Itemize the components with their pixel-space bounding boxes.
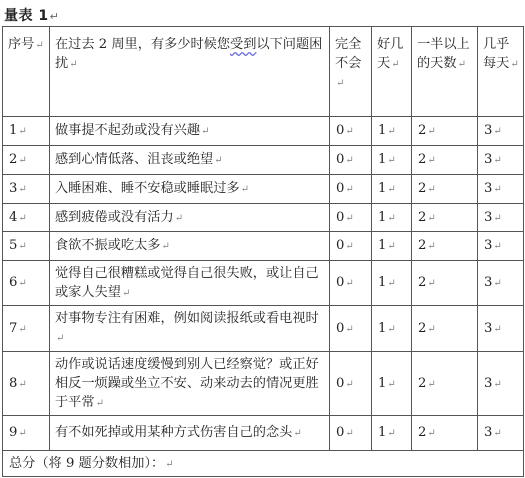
item-text: 食欲不振或吃太多↵ — [50, 232, 330, 261]
score-1: 1↵ — [372, 117, 412, 146]
header-several-days: 好几天↵ — [372, 27, 412, 117]
header-row — [3, 27, 524, 117]
score-2: 2↵ — [412, 117, 478, 146]
score-0: 0↵ — [330, 351, 372, 416]
item-number: 8↵ — [3, 351, 50, 416]
score-1: 1↵ — [372, 306, 412, 351]
item-number: 3↵ — [3, 174, 50, 203]
item-text: 入睡困难、睡不安稳或睡眠过多↵ — [50, 174, 330, 203]
total-cell: 总分（将 9 题分数相加）：↵ — [3, 451, 524, 477]
table-row — [3, 232, 524, 261]
table-row — [3, 261, 524, 306]
header-not-at-all: 完全不会↵ — [330, 27, 372, 117]
underlined-word: 受到 — [230, 37, 257, 52]
score-2: 2↵ — [412, 174, 478, 203]
score-0: 0↵ — [330, 261, 372, 306]
scale-title — [4, 5, 59, 25]
paragraph-mark-icon: ↵ — [49, 10, 60, 23]
score-3: 3↵ — [478, 203, 524, 232]
table-row — [3, 416, 524, 451]
score-1: 1↵ — [372, 174, 412, 203]
score-0: 0↵ — [330, 146, 372, 175]
score-2: 2↵ — [412, 261, 478, 306]
item-text: 对事物专注有困难，例如阅读报纸或看电视时↵ — [50, 306, 330, 351]
item-number: 7↵ — [3, 306, 50, 351]
header-nearly-every-day: 几乎每天↵ — [478, 27, 524, 117]
table-row — [3, 306, 524, 351]
score-3: 3↵ — [478, 416, 524, 451]
score-0: 0↵ — [330, 306, 372, 351]
score-0: 0↵ — [330, 203, 372, 232]
item-text: 感到疲倦或没有活力↵ — [50, 203, 330, 232]
item-text: 觉得自己很糟糕或觉得自己很失败，或让自己或家人失望↵ — [50, 261, 330, 306]
score-1: 1↵ — [372, 261, 412, 306]
item-number: 4↵ — [3, 203, 50, 232]
score-2: 2↵ — [412, 203, 478, 232]
score-1: 1↵ — [372, 351, 412, 416]
score-1: 1↵ — [372, 146, 412, 175]
score-3: 3↵ — [478, 174, 524, 203]
score-1: 1↵ — [372, 232, 412, 261]
score-0: 0↵ — [330, 117, 372, 146]
score-3: 3↵ — [478, 306, 524, 351]
score-1: 1↵ — [372, 203, 412, 232]
questionnaire-table — [2, 26, 524, 477]
score-3: 3↵ — [478, 146, 524, 175]
score-3: 3↵ — [478, 232, 524, 261]
score-2: 2↵ — [412, 416, 478, 451]
score-2: 2↵ — [412, 306, 478, 351]
header-more-than-half: 一半以上的天数↵ — [412, 27, 478, 117]
item-number: 1↵ — [3, 117, 50, 146]
item-number: 6↵ — [3, 261, 50, 306]
table-row — [3, 146, 524, 175]
score-0: 0↵ — [330, 416, 372, 451]
score-2: 2↵ — [412, 351, 478, 416]
score-3: 3↵ — [478, 351, 524, 416]
score-1: 1↵ — [372, 416, 412, 451]
item-number: 5↵ — [3, 232, 50, 261]
item-text: 动作或说话速度缓慢到别人已经察觉？或正好相反一烦躁或坐立不安、动来动去的情况更胜于平常↵ — [50, 351, 330, 416]
table-row — [3, 117, 524, 146]
score-3: 3↵ — [478, 261, 524, 306]
table-row — [3, 203, 524, 232]
score-0: 0↵ — [330, 174, 372, 203]
score-2: 2↵ — [412, 146, 478, 175]
table-row — [3, 351, 524, 416]
item-text: 做事提不起劲或没有兴趣↵ — [50, 117, 330, 146]
table-row — [3, 174, 524, 203]
header-question: 在过去 2 周里，有多少时候您受到以下问题困扰↵ — [50, 27, 330, 117]
score-0: 0↵ — [330, 232, 372, 261]
item-text: 感到心情低落、沮丧或绝望↵ — [50, 146, 330, 175]
scale-title-text: 量表 1 — [4, 8, 49, 24]
score-2: 2↵ — [412, 232, 478, 261]
item-number: 9↵ — [3, 416, 50, 451]
item-number: 2↵ — [3, 146, 50, 175]
total-row — [3, 451, 524, 477]
header-seq: 序号↵ — [3, 27, 50, 117]
item-text: 有不如死掉或用某种方式伤害自己的念头↵ — [50, 416, 330, 451]
score-3: 3↵ — [478, 117, 524, 146]
